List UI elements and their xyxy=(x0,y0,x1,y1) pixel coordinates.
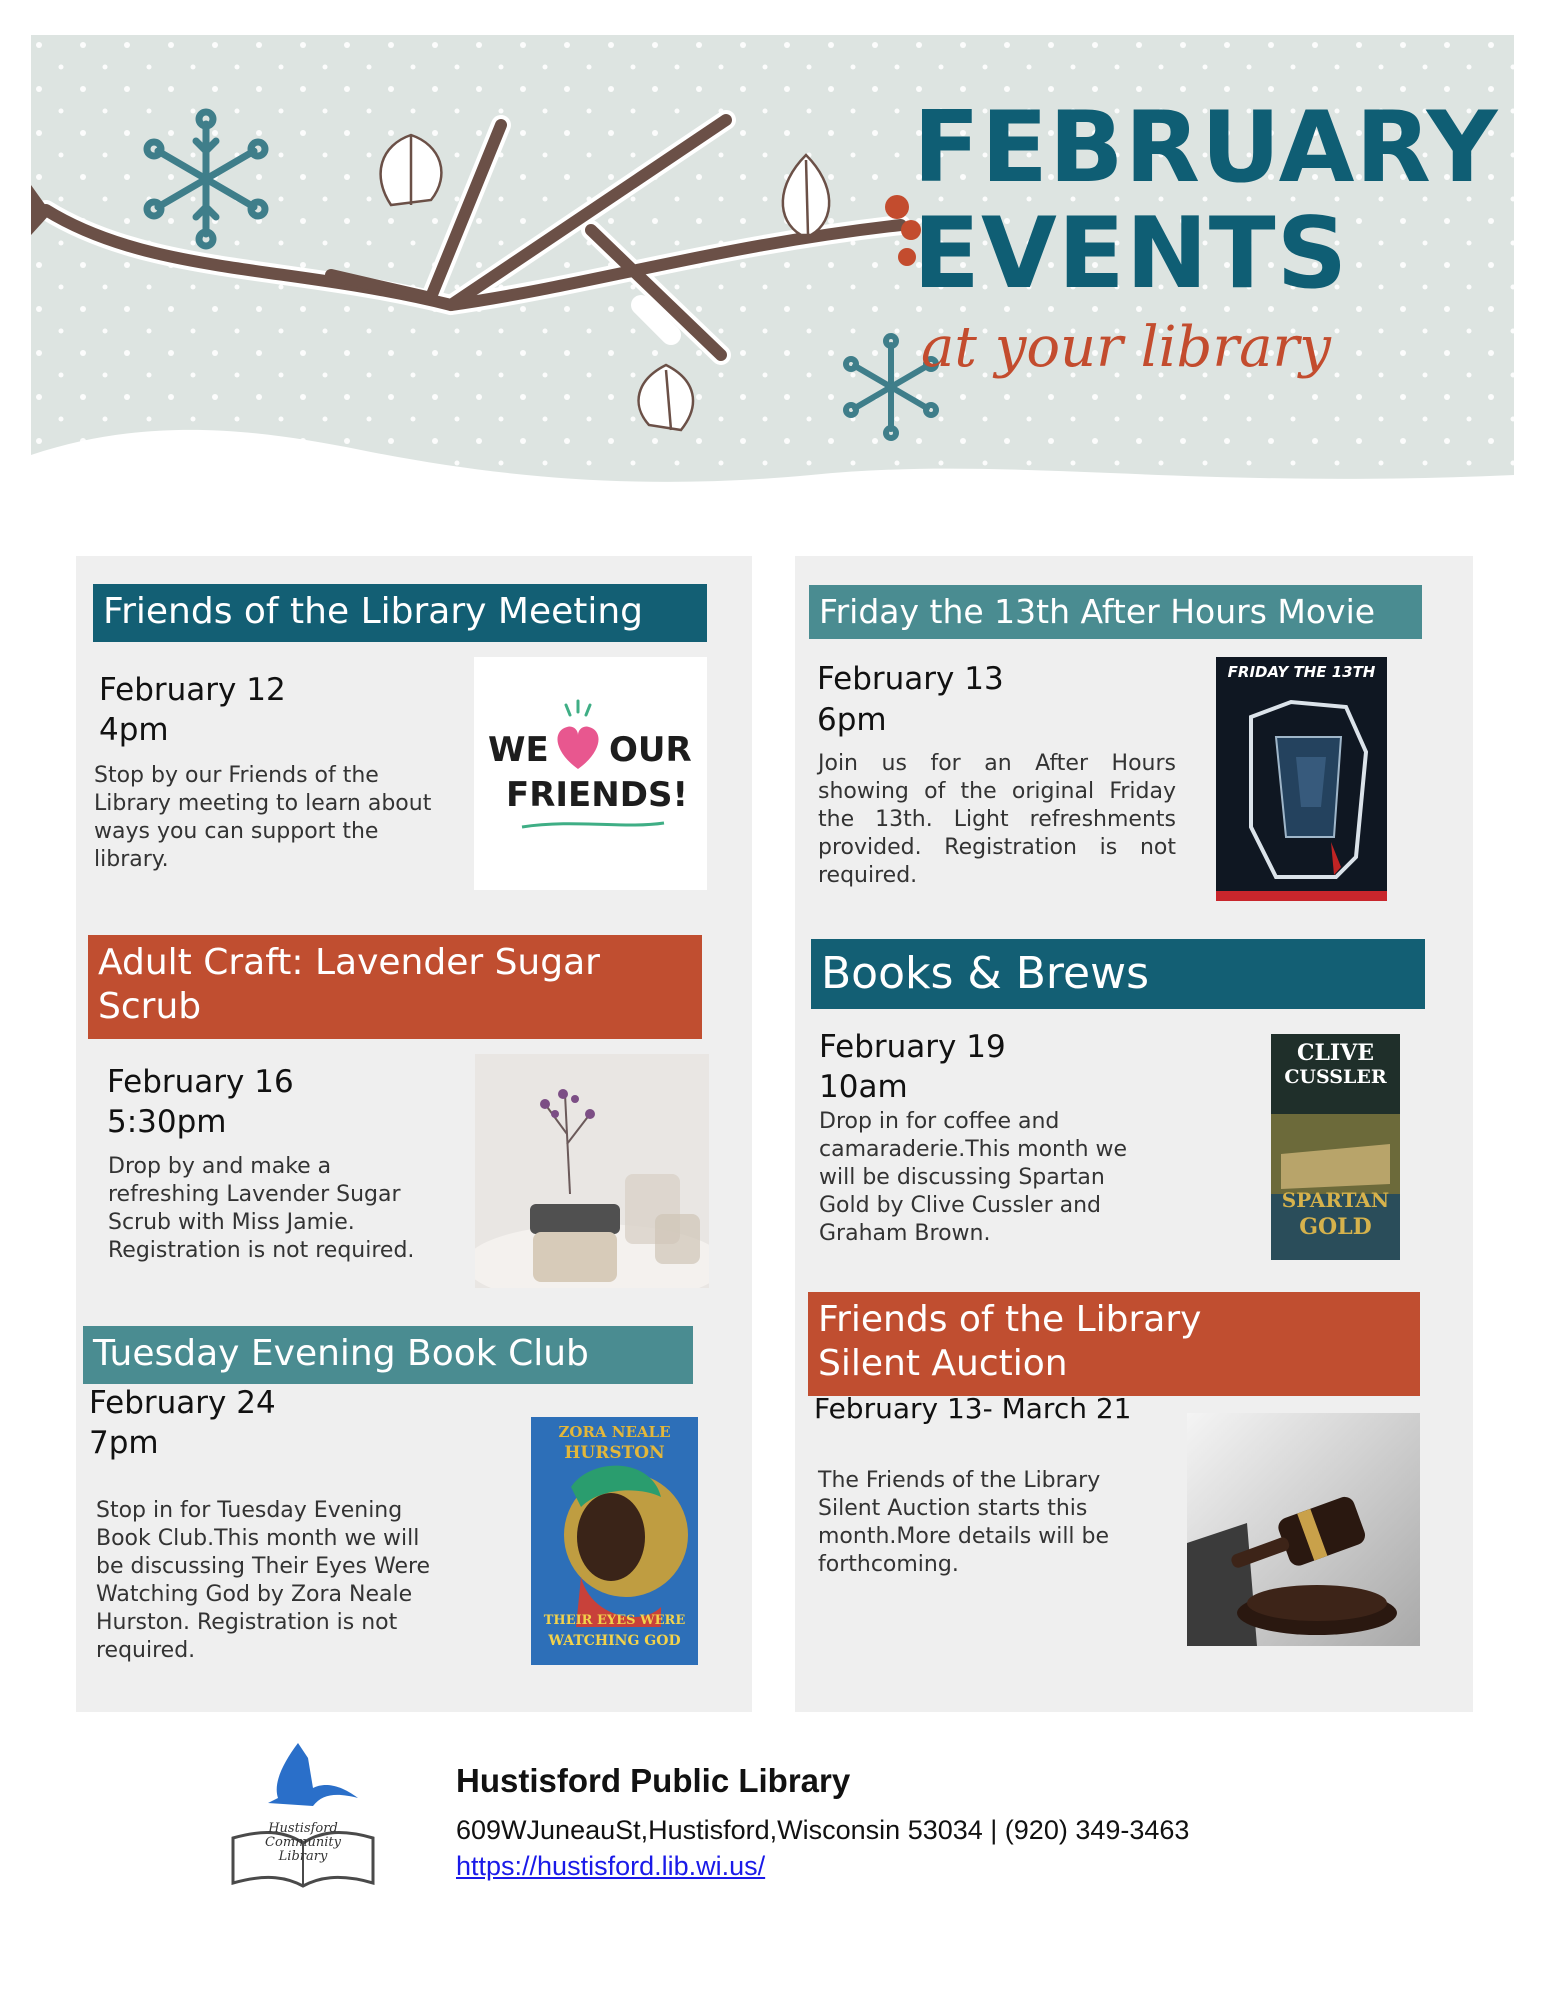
event-description-books-brews: Drop in for coffee and camaraderie.This month we will be discussing Spartan Gold by Clive Cussler and Graham Brown. xyxy=(819,1109,1128,1246)
library-address: 609WJuneauSt,Hustisford,Wisconsin 53034 | (920) 349-3463 xyxy=(456,1815,1190,1845)
auction-title-line-2: Silent Auction xyxy=(818,1343,1068,1384)
logo-text: Hustisford Community Library xyxy=(265,1821,341,1864)
craft-title-line-1: Adult Craft: Lavender Sugar xyxy=(98,942,600,983)
event-date-books-brews: February 19 xyxy=(819,1029,1006,1065)
event-date-book-club: February 24 xyxy=(89,1385,276,1421)
friday-the-13th-poster xyxy=(1216,657,1387,901)
event-time-craft: 5:30pm xyxy=(107,1104,227,1140)
cover-title-line-2: GOLD xyxy=(1299,1214,1372,1240)
event-time-friday-movie: 6pm xyxy=(817,702,887,738)
event-header-friends-meeting: Friends of the Library Meeting xyxy=(93,584,707,642)
event-description-friends-meeting: Stop by our Friends of the Library meeting to learn about ways you can support the library. xyxy=(94,763,432,872)
heron-icon xyxy=(268,1743,358,1806)
spartan-gold-cover xyxy=(1271,1034,1400,1260)
event-time-books-brews: 10am xyxy=(819,1069,908,1105)
event-header-book-club: Tuesday Evening Book Club xyxy=(83,1326,693,1384)
event-date-craft: February 16 xyxy=(107,1064,294,1100)
title-line-1: FEBRUARY xyxy=(913,91,1499,205)
event-header-auction xyxy=(808,1292,1420,1396)
library-name: Hustisford Public Library xyxy=(456,1762,851,1799)
cover-title-line-2: WATCHING GOD xyxy=(548,1633,681,1649)
event-header-books-brews: Books & Brews xyxy=(811,939,1425,1009)
lavender-sugar-scrub-photo xyxy=(475,1054,709,1288)
their-eyes-were-watching-god-cover xyxy=(531,1417,698,1665)
cover-author-line-2: CUSSLER xyxy=(1284,1066,1387,1088)
image-text-friends: FRIENDS! xyxy=(506,775,688,815)
event-header-friday-movie: Friday the 13th After Hours Movie xyxy=(809,585,1422,639)
cover-author-line-2: HURSTON xyxy=(564,1443,665,1463)
cover-title-line-1: THEIR EYES WERE xyxy=(543,1613,686,1628)
gavel-photo xyxy=(1187,1413,1420,1646)
library-logo xyxy=(228,1738,378,1888)
craft-title-line-2: Scrub xyxy=(98,986,202,1027)
event-description-book-club: Stop in for Tuesday Evening Book Club.This month we will be discussing Their Eyes Were Watching God by Zora Neale Hurston. Registration is not required. xyxy=(96,1498,431,1663)
cover-author-line-1: ZORA NEALE xyxy=(558,1423,671,1441)
cover-author-line-1: CLIVE xyxy=(1296,1040,1375,1066)
event-description-friday-movie: Join us for an After Hours showing of the original Friday the 13th. Light refreshments provided. Registration is not required. xyxy=(818,751,1176,888)
title-line-2: EVENTS xyxy=(913,197,1349,311)
event-time-book-club: 7pm xyxy=(89,1425,159,1461)
image-text-we: WE xyxy=(488,730,549,770)
event-description-craft: Drop by and make a refreshing Lavender Sugar Scrub with Miss Jamie. Registration is not required. xyxy=(108,1154,415,1263)
event-date-friday-movie: February 13 xyxy=(817,661,1004,697)
poster-title: FRIDAY THE 13TH xyxy=(1227,663,1376,681)
cover-title-line-1: SPARTAN xyxy=(1281,1188,1390,1212)
image-text-our: OUR xyxy=(609,730,692,770)
header-banner xyxy=(31,35,1514,553)
library-website-link[interactable]: https://hustisford.lib.wi.us/ xyxy=(456,1851,766,1881)
event-description-auction: The Friends of the Library Silent Auction starts this month.More details will be forthcoming. xyxy=(818,1468,1110,1577)
event-date-friends-meeting: February 12 xyxy=(99,672,286,708)
event-time-friends-meeting: 4pm xyxy=(99,712,169,748)
page-subtitle: at your library xyxy=(921,315,1331,380)
event-header-craft xyxy=(88,935,702,1039)
page-title xyxy=(913,91,1499,311)
auction-title-line-1: Friends of the Library xyxy=(818,1299,1202,1340)
heart-icon xyxy=(557,727,598,769)
we-love-our-friends-image xyxy=(474,657,707,890)
event-date-auction: February 13- March 21 xyxy=(814,1392,1132,1425)
